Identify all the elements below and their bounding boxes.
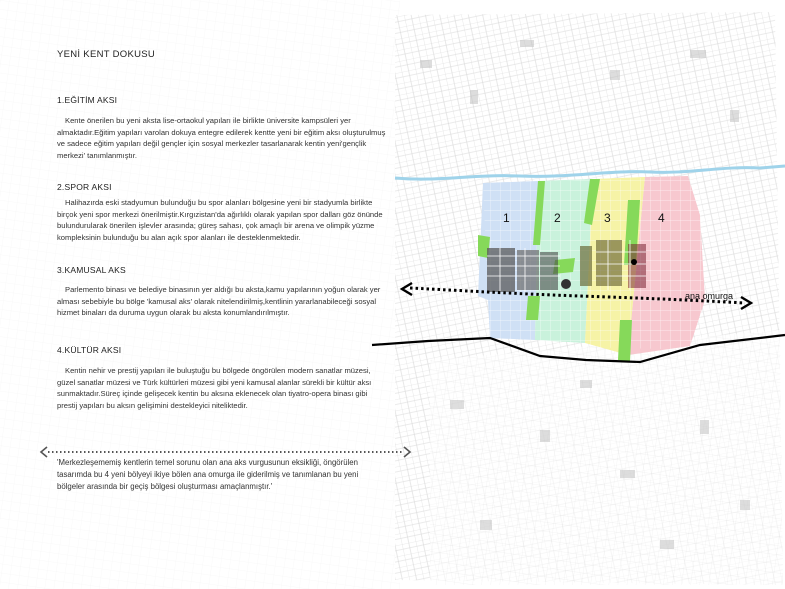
zone-label-1: 1	[503, 211, 510, 225]
zone-label-2: 2	[554, 211, 561, 225]
map-dense-area-2	[430, 330, 783, 585]
section-heading-egitim: 1.EĞİTİM AKSI	[57, 95, 118, 105]
section-heading-kultur: 4.KÜLTÜR AKSI	[57, 345, 122, 355]
section-text-kamusal: Parlemento binası ve belediye binasının yer aldığı bu aksta,kamu yapılarının yoğun olarak yer alması sebebiyle bu bölge 'kamusal aks' olarak nitelendirilmiş,kentlinin yararlanabileceği sosyal hizmet binaları da duruma uygun olarak bu aksta konumlandırılmıştır.	[57, 285, 381, 318]
section-text-kultur: Kentin nehir ve prestij yapıları ile buluştuğu bu bölgede öngörülen modern sanatlar müzesi, güzel sanatlar müzesi ve Türk kültürleri müzesi gibi yeni kamusal alanlar sürekli bir kültür aksı sunmaktadır.Süreç içinde gelişecek kentin bu aksına eklenecek olan tiyatro-opera binası gibi prestij yapıları bu aksın gelişimini destekleyici niteliktedir.	[57, 366, 372, 410]
page-title: YENİ KENT DOKUSU	[57, 49, 156, 60]
ana-omurga-label: ana omurga	[685, 291, 734, 301]
section-heading-kamusal: 3.KAMUSAL AKS	[57, 265, 126, 275]
zone-label-4: 4	[658, 211, 665, 225]
section-text-spor: Halihazırda eski stadyumun bulunduğu bu spor alanları bölgesine yeni bir stadyumla birlikte birçok yeni spor merkezi önerilmiştir.Kırgızistan'da ağırlıklı olarak yapılan spor dalları göz önünde bulundurularak önerilen işlevler arasında; güreş sahası, çok amaçlı bir arena ve olimpik yüzme kompleksinin bulunduğu bu alan açık spor alanları ile desteklenmektedir.	[57, 198, 383, 242]
zone-label-3: 3	[604, 211, 611, 225]
section-heading-spor: 2.SPOR AKSI	[57, 182, 112, 192]
summary-quote: 'Merkezleşememiş kentlerin temel sorunu olan ana aks vurgusunun eksikliği, öngörülen tasarımda bu 4 yeni bölyeyi ikiye bölen ana omurga ile giderilmiş ve tanımlanan bu yeni bölgeler arasında bir geçiş bölgesi oluşturması amaçlanmıştır.'	[57, 458, 359, 491]
section-text-egitim: Kente önerilen bu yeni aksta lise-ortaokul yapıları ile birlikte üniversite kampsüleri yer almaktadır.Eğitim yapıları varolan dokuya entegre edilerek kentte yeni bir eğitim aksı oluşturulmuş ve sadece eğitim yapıları değil gençler için sosyal merkezler tasarlanarak kentin yeni'gençlik merkezi' tanımlanmıştır.	[57, 116, 386, 160]
